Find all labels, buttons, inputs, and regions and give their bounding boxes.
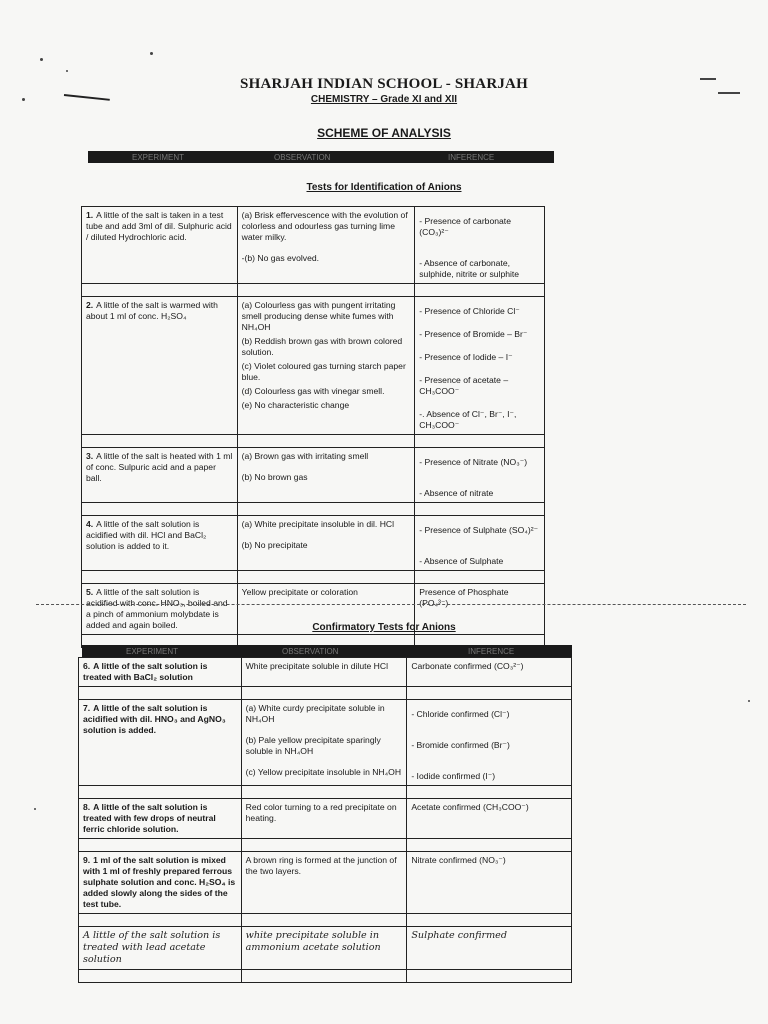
document-header	[0, 76, 768, 105]
table-row	[79, 700, 572, 786]
bar-col-inference: INFERENCE	[448, 153, 495, 162]
observation-cell	[237, 448, 415, 503]
spacer-cell	[237, 284, 415, 297]
spacer-cell	[237, 503, 415, 516]
bar-col-inference: INFERENCE	[468, 647, 515, 656]
confirm-section-title: Confirmatory Tests for Anions	[312, 622, 456, 633]
spacer-cell	[237, 435, 415, 448]
observation-cell	[237, 516, 415, 571]
spacer-cell	[241, 839, 407, 852]
spacer-cell	[415, 435, 545, 448]
section-divider	[36, 604, 746, 605]
experiment-text: A little of the salt solution is acidified with dil. HNO₃ and AgNO₃ solution is added.	[83, 703, 226, 735]
table-row	[79, 799, 572, 839]
observation-item: (c) Violet coloured gas turning starch paper blue.	[241, 361, 406, 382]
bar-col-experiment: EXPERIMENT	[126, 647, 179, 656]
experiment-cell	[79, 658, 242, 687]
experiment-text: A little of the salt is warmed with about 1 ml of conc. H₂SO₄	[86, 300, 218, 321]
inference-item: - Iodide confirmed (I⁻)	[411, 771, 496, 781]
observation-item: A brown ring is formed at the junction of the two layers.	[245, 855, 397, 876]
inference-cell	[407, 658, 572, 687]
observation-item: (a) White curdy precipitate soluble in NH₄OH	[245, 703, 385, 724]
header-bar-confirm	[82, 645, 572, 657]
experiment-text: A little of the salt solution is treated with few drops of neutral ferric chloride solution.	[83, 802, 216, 834]
experiment-cell	[79, 700, 242, 786]
experiment-text: 1 ml of the salt solution is mixed with 1 ml of freshly prepared ferrous sulphate solution and conc. H₂SO₄ is added slowly along the sides of the test tube.	[83, 855, 236, 909]
row-number: 8.	[83, 802, 91, 812]
experiment-text: A little of the salt solution is acidified with conc. HNO₃, boiled and a pinch of ammonium molybdate is added and again boiled.	[86, 587, 228, 630]
spacer-cell	[241, 687, 407, 700]
inference-item: - Absence of Sulphate	[419, 556, 504, 566]
spacer-cell	[79, 839, 242, 852]
spacer-cell	[415, 571, 545, 584]
observation-item: (e) No characteristic change	[241, 400, 350, 410]
row-number: 6.	[83, 661, 91, 671]
inference-item: - Bromide confirmed (Br⁻)	[411, 740, 510, 750]
observation-cell	[241, 799, 407, 839]
inference-item: Sulphate confirmed	[411, 930, 507, 941]
experiment-cell	[82, 516, 238, 571]
row-number: 1.	[86, 210, 94, 220]
table-row	[82, 516, 545, 571]
inference-cell	[407, 927, 572, 970]
inference-cell	[415, 207, 545, 284]
inference-cell	[415, 448, 545, 503]
observation-item: (a) White precipitate insoluble in dil. HCl	[241, 519, 395, 529]
row-spacer	[79, 914, 572, 927]
row-number: 3.	[86, 451, 94, 461]
row-spacer	[79, 970, 572, 983]
spacer-cell	[82, 284, 238, 297]
row-number: 5.	[86, 587, 94, 597]
bar-col-experiment: EXPERIMENT	[132, 153, 185, 162]
experiment-text: A little of the salt solution is treated with lead acetate solution	[83, 930, 221, 965]
inference-item: - Presence of Sulphate (SO₄)²⁻	[419, 525, 539, 535]
spacer-cell	[237, 571, 415, 584]
experiment-cell	[82, 297, 238, 435]
inference-item: - Presence of acetate – CH₃COO⁻	[419, 375, 509, 396]
row-number: 2.	[86, 300, 94, 310]
scan-speck	[66, 70, 68, 72]
inference-item: - Presence of Iodide – I⁻	[419, 352, 513, 362]
scan-speck	[748, 700, 750, 702]
observation-cell	[241, 700, 407, 786]
inference-item: - Absence of carbonate, sulphide, nitrite or sulphite	[419, 258, 520, 279]
inference-item: - Chloride confirmed (Cl⁻)	[411, 709, 510, 719]
observation-item: (d) Colourless gas with vinegar smell.	[241, 386, 385, 396]
spacer-cell	[82, 571, 238, 584]
experiment-cell	[79, 852, 242, 914]
table-row	[79, 658, 572, 687]
spacer-cell	[407, 786, 572, 799]
observation-cell	[241, 852, 407, 914]
bar-col-observation: OBSERVATION	[274, 153, 331, 162]
spacer-cell	[241, 914, 407, 927]
table-row	[79, 852, 572, 914]
inference-item: -. Absence of Cl⁻, Br⁻, I⁻, CH₃COO⁻	[419, 409, 517, 430]
inference-item: - Presence of Chloride Cl⁻	[419, 306, 520, 316]
spacer-cell	[407, 970, 572, 983]
inference-cell	[407, 852, 572, 914]
table-row	[82, 297, 545, 435]
anion-section-title: Tests for Identification of Anions	[306, 182, 462, 193]
spacer-cell	[415, 284, 545, 297]
row-spacer	[79, 839, 572, 852]
table-row	[79, 927, 572, 970]
inference-item: Nitrate confirmed (NO₃⁻)	[411, 855, 506, 865]
row-spacer	[82, 503, 545, 516]
experiment-cell	[79, 799, 242, 839]
spacer-cell	[82, 503, 238, 516]
observation-cell	[241, 658, 407, 687]
row-number: 7.	[83, 703, 91, 713]
experiment-text: A little of the salt is heated with 1 ml of conc. Sulpuric acid and a paper ball.	[86, 451, 233, 483]
anion-tests-table	[81, 206, 545, 648]
observation-item: (c) Yellow precipitate insoluble in NH₄OH	[245, 767, 402, 777]
inference-item: - Absence of nitrate	[419, 488, 494, 498]
experiment-text: A little of the salt is taken in a test tube and add 3ml of dil. Sulphuric acid / diluted Hydrochloric acid.	[86, 210, 232, 242]
subject-subtitle: CHEMISTRY – Grade XI and XII	[310, 94, 458, 105]
observation-item: (b) No precipitate	[241, 540, 308, 550]
inference-item: - Presence of Bromide – Br⁻	[419, 329, 528, 339]
spacer-cell	[79, 914, 242, 927]
school-name: SHARJAH INDIAN SCHOOL - SHARJAH	[240, 76, 528, 92]
inference-cell	[407, 799, 572, 839]
observation-item: Yellow precipitate or coloration	[241, 587, 358, 597]
inference-cell	[415, 297, 545, 435]
spacer-cell	[407, 914, 572, 927]
observation-item: (b) Pale yellow precipitate sparingly soluble in NH₄OH	[245, 735, 381, 756]
scheme-title: SCHEME OF ANALYSIS	[317, 126, 451, 140]
observation-item: (a) Brisk effervescence with the evolution of colorless and odourless gas turning lime water milky.	[241, 210, 408, 242]
bar-col-observation: OBSERVATION	[282, 647, 339, 656]
inference-item: Acetate confirmed (CH₃COO⁻)	[411, 802, 529, 812]
row-number: 9.	[83, 855, 91, 865]
observation-item: White precipitate soluble in dilute HCl	[245, 661, 388, 671]
experiment-text: A little of the salt solution is treated with BaCl₂ solution	[83, 661, 208, 682]
experiment-cell	[79, 927, 242, 970]
experiment-cell	[82, 207, 238, 284]
observation-item: (b) No brown gas	[241, 472, 308, 482]
experiment-cell	[82, 448, 238, 503]
spacer-cell	[415, 503, 545, 516]
spacer-cell	[241, 970, 407, 983]
observation-cell	[241, 927, 407, 970]
inference-item: Carbonate confirmed (CO₃²⁻)	[411, 661, 524, 671]
spacer-cell	[241, 786, 407, 799]
spacer-cell	[79, 970, 242, 983]
row-spacer	[82, 284, 545, 297]
row-spacer	[82, 571, 545, 584]
observation-item: white precipitate soluble in ammonium acetate solution	[245, 930, 381, 953]
row-spacer	[82, 435, 545, 448]
row-spacer	[79, 687, 572, 700]
spacer-cell	[407, 839, 572, 852]
header-bar-anions	[88, 151, 554, 163]
confirmatory-tests-table	[78, 657, 572, 983]
observation-cell	[237, 207, 415, 284]
observation-item: -(b) No gas evolved.	[241, 253, 320, 263]
observation-item: (a) Colourless gas with pungent irritating smell producing dense white fumes with NH₄OH	[241, 300, 396, 332]
scan-speck	[40, 58, 43, 61]
table-row	[82, 448, 545, 503]
scan-speck	[150, 52, 153, 55]
observation-item: Red color turning to a red precipitate on heating.	[245, 802, 397, 823]
inference-item: Presence of Phosphate (PO₄³⁻)	[419, 587, 509, 608]
inference-cell	[415, 516, 545, 571]
row-number: 4.	[86, 519, 94, 529]
spacer-cell	[82, 435, 238, 448]
row-spacer	[79, 786, 572, 799]
inference-cell	[407, 700, 572, 786]
inference-item: - Presence of carbonate (CO₃)²⁻	[419, 216, 511, 237]
observation-item: (a) Brown gas with irritating smell	[241, 451, 369, 461]
experiment-text: A little of the salt solution is acidified with dil. HCl and BaCl₂ solution is added to it.	[86, 519, 207, 551]
observation-cell	[237, 297, 415, 435]
spacer-cell	[407, 687, 572, 700]
scan-speck	[34, 808, 36, 810]
spacer-cell	[79, 687, 242, 700]
inference-item: - Presence of Nitrate (NO₃⁻)	[419, 457, 528, 467]
table-row	[82, 207, 545, 284]
observation-item: (b) Reddish brown gas with brown colored solution.	[241, 336, 403, 357]
spacer-cell	[79, 786, 242, 799]
